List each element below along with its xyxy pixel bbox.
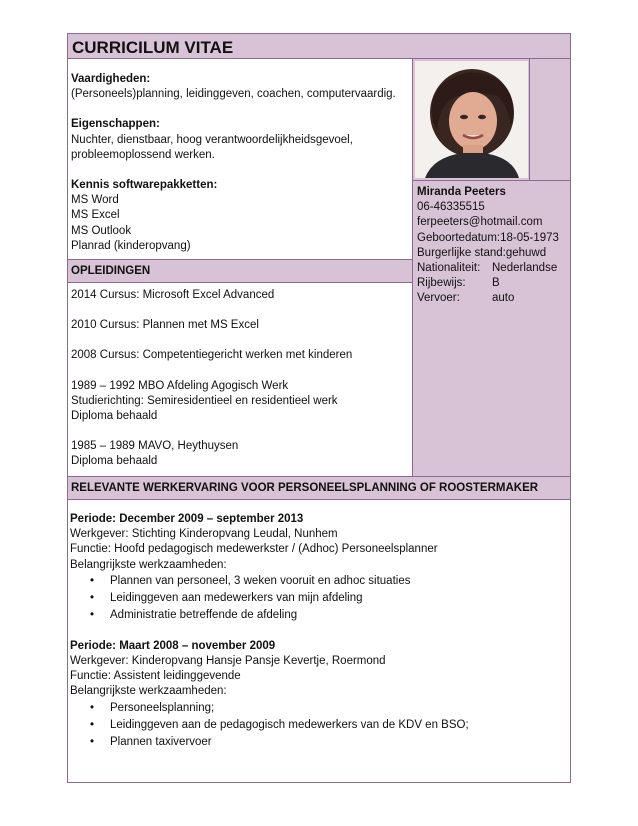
software-heading: Kennis softwarepakketten: <box>71 179 218 192</box>
task-item: • Plannen van personeel, 3 weken vooruit en adhoc situaties <box>70 573 469 590</box>
nationality-value: Nederlandse <box>492 262 558 275</box>
vaardigheden-text: (Personeels)planning, leidinggeven, coachen, computervaardig. <box>71 88 396 101</box>
phone: 06-46335515 <box>417 201 485 214</box>
portrait-icon <box>415 61 528 178</box>
software-item: MS Excel <box>71 209 120 222</box>
eigenschappen-heading: Eigenschappen: <box>71 118 160 131</box>
eigenschappen-line: Nuchter, dienstbaar, hoog verantwoordelijkheidsgevoel, <box>71 133 353 146</box>
person-name: Miranda Peeters <box>417 186 506 198</box>
education-heading-bar <box>67 259 413 283</box>
job-employer: Werkgever: Stichting Kinderopvang Leudal, Nunhem <box>70 528 338 541</box>
civil-status: Burgerlijke stand:gehuwd <box>417 246 547 259</box>
license-value: B <box>492 277 500 290</box>
task-item: • Leidinggeven aan medewerkers van mijn afdeling <box>70 590 469 607</box>
experience-section <box>70 512 469 751</box>
education-entry: 1989 – 1992 MBO Afdeling Agogisch Werk <box>71 379 289 392</box>
job-tasks <box>70 573 469 624</box>
photo-right-block <box>529 58 571 181</box>
task-item: • Personeelsplanning; <box>70 700 469 717</box>
job-function: Functie: Assistent leidinggevende <box>70 670 241 683</box>
profile-cell <box>412 180 571 477</box>
job-function: Functie: Hoofd pedagogisch medewerkster / (Adhoc) Personeelsplanner <box>70 543 438 556</box>
software-item: MS Outlook <box>71 224 132 237</box>
job-period: Periode: December 2009 – september 2013 <box>70 513 304 525</box>
software-item: MS Word <box>71 194 119 207</box>
nationality-label: Nationaliteit: <box>417 262 481 275</box>
education-entry: 2010 Cursus: Plannen met MS Excel <box>71 319 259 332</box>
education-entry: 2008 Cursus: Competentiegericht werken met kinderen <box>71 349 353 362</box>
job-entry <box>70 639 469 751</box>
experience-heading: RELEVANTE WERKERVARING VOOR PERSONEELSPLANNING OF ROOSTERMAKER <box>71 482 539 494</box>
birthdate: Geboortedatum:18-05-1973 <box>417 231 559 244</box>
title-bar <box>67 33 571 59</box>
job-tasks-label: Belangrijkste werkzaamheden: <box>70 685 227 698</box>
profile-content <box>417 185 559 307</box>
education-list <box>71 288 352 470</box>
education-entry-detail: Studierichting: Semiresidentieel en residentieel werk <box>71 394 338 407</box>
skills-section <box>67 58 413 260</box>
education-entry: 2014 Cursus: Microsoft Excel Advanced <box>71 289 275 301</box>
transport-value: auto <box>492 292 515 305</box>
transport-label: Vervoer: <box>417 292 460 305</box>
eigenschappen-line: probleemoplossend werken. <box>71 148 215 161</box>
education-entry: 1985 – 1989 MAVO, Heythuysen <box>71 440 239 453</box>
license-row <box>417 276 559 291</box>
transport-row <box>417 291 559 306</box>
education-section <box>67 282 413 477</box>
job-tasks <box>70 700 469 751</box>
page-title: CURRICILUM VITAE <box>72 38 234 57</box>
education-entry-detail: Diploma behaald <box>71 455 158 468</box>
photo-cell <box>412 58 571 181</box>
nationality-row <box>417 261 559 276</box>
email: ferpeeters@hotmail.com <box>417 216 543 229</box>
experience-heading-bar <box>67 476 571 500</box>
job-period: Periode: Maart 2008 – november 2009 <box>70 639 276 652</box>
vaardigheden-heading: Vaardigheden: <box>71 73 151 85</box>
job-tasks-label: Belangrijkste werkzaamheden: <box>70 558 227 571</box>
license-label: Rijbewijs: <box>417 277 466 290</box>
software-item: Planrad (kinderopvang) <box>71 239 191 252</box>
education-entry-detail: Diploma behaald <box>71 410 158 423</box>
job-entry <box>70 512 469 624</box>
task-item: • Administratie betreffende de afdeling <box>70 607 469 624</box>
task-item: • Plannen taxivervoer <box>70 734 469 751</box>
task-item: • Leidinggeven aan de pedagogisch medewerkers van de KDV en BSO; <box>70 717 469 734</box>
education-heading: OPLEIDINGEN <box>71 265 151 277</box>
person-photo <box>415 61 528 178</box>
job-employer: Werkgever: Kinderopvang Hansje Pansje Kevertje, Roermond <box>70 655 386 668</box>
skills-content <box>71 72 396 254</box>
